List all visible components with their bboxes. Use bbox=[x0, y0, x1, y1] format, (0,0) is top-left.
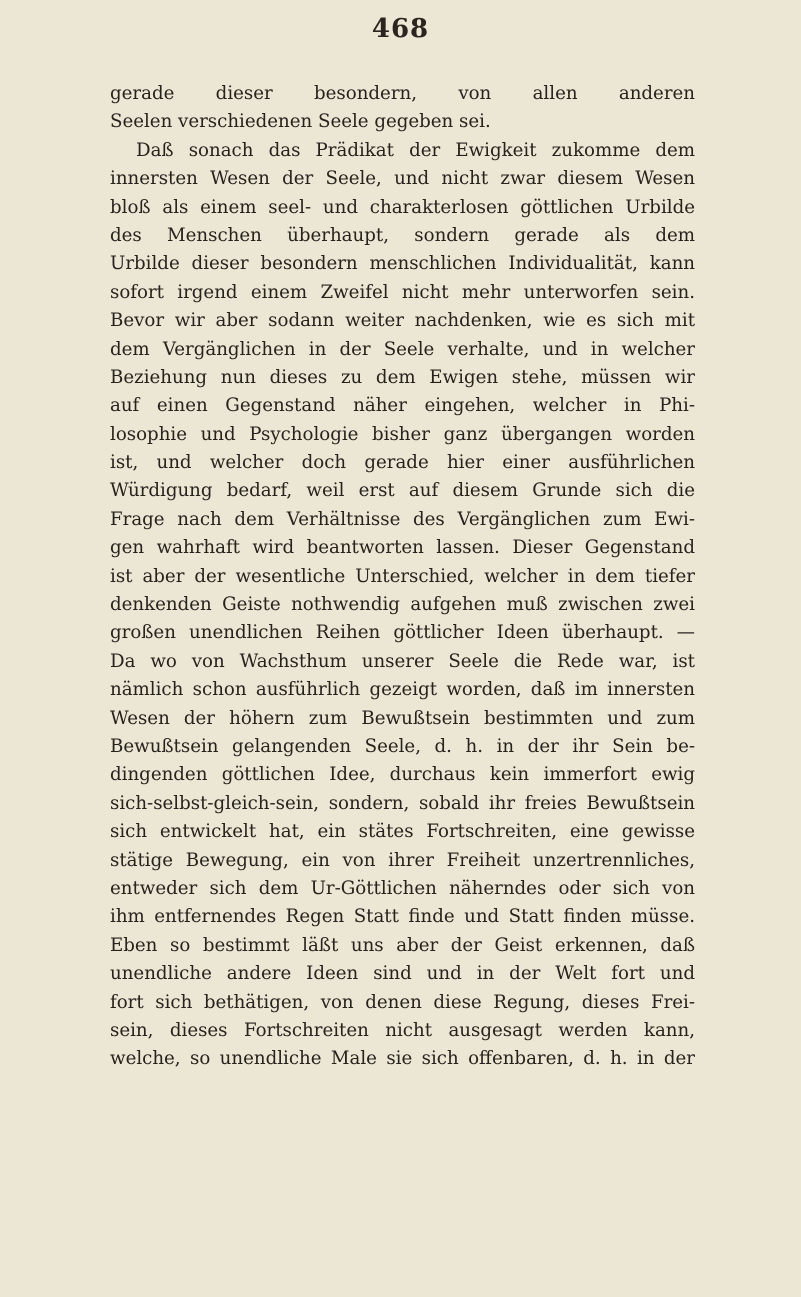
text-line: fort sich bethätigen, von denen diese Regung, dieses Frei- bbox=[110, 991, 695, 1013]
text-line: Würdigung bedarf, weil erst auf diesem Grunde sich die bbox=[110, 480, 695, 502]
text-line: welche, so unendliche Male sie sich offenbaren, d. h. in der bbox=[110, 1048, 695, 1070]
text-line: denkenden Geiste nothwendig aufgehen muß zwischen zwei bbox=[110, 594, 695, 616]
text-line: Wesen der höhern zum Bewußtsein bestimmten und zum bbox=[110, 707, 695, 729]
text-line: Da wo von Wachsthum unserer Seele die Rede war, ist bbox=[110, 650, 695, 672]
text-line: sich entwickelt hat, ein stätes Fortschreiten, eine gewisse bbox=[110, 821, 695, 843]
text-line: sich-selbst-gleich-sein, sondern, sobald ihr freies Bewußtsein bbox=[110, 792, 695, 814]
text-line: losophie und Psychologie bisher ganz übergangen worden bbox=[110, 423, 695, 445]
text-line: gen wahrhaft wird beantworten lassen. Dieser Gegenstand bbox=[110, 537, 695, 559]
text-line: sein, dieses Fortschreiten nicht ausgesagt werden kann, bbox=[110, 1019, 695, 1041]
text-line: Daß sonach das Prädikat der Ewigkeit zukomme dem bbox=[136, 139, 695, 161]
text-line: Seelen verschiedenen Seele gegeben sei. bbox=[110, 111, 491, 133]
text-line: Bevor wir aber sodann weiter nachdenken, wie es sich mit bbox=[110, 310, 695, 332]
text-line: großen unendlichen Reihen göttlicher Ideen überhaupt. — bbox=[110, 622, 695, 644]
text-line: sofort irgend einem Zweifel nicht mehr unterworfen sein. bbox=[110, 281, 695, 303]
text-line: ihm entfernendes Regen Statt finde und Statt finden müsse. bbox=[110, 906, 695, 928]
text-line: nämlich schon ausführlich gezeigt worden, daß im innersten bbox=[110, 679, 695, 701]
text-line: dingenden göttlichen Idee, durchaus kein immerfort ewig bbox=[110, 764, 695, 786]
text-line: stätige Bewegung, ein von ihrer Freiheit unzertrennliches, bbox=[110, 849, 695, 871]
text-line: dem Vergänglichen in der Seele verhalte, und in welcher bbox=[110, 338, 695, 360]
text-line: Urbilde dieser besondern menschlichen Individualität, kann bbox=[110, 253, 695, 275]
text-line: ist aber der wesentliche Unterschied, welcher in dem tiefer bbox=[110, 565, 695, 587]
text-line: innersten Wesen der Seele, und nicht zwar diesem Wesen bbox=[110, 168, 695, 190]
text-line: Eben so bestimmt läßt uns aber der Geist erkennen, daß bbox=[110, 934, 695, 956]
text-line: ist, und welcher doch gerade hier einer ausführlichen bbox=[110, 452, 695, 474]
text-line: Frage nach dem Verhältnisse des Vergänglichen zum Ewi- bbox=[110, 508, 695, 530]
text-line: des Menschen überhaupt, sondern gerade als dem bbox=[110, 224, 695, 246]
text-line: Bewußtsein gelangenden Seele, d. h. in der ihr Sein be- bbox=[110, 735, 695, 757]
text-line: gerade dieser besondern, von allen anderen bbox=[110, 83, 695, 104]
page-number: 468 bbox=[371, 14, 430, 44]
body-text bbox=[110, 80, 695, 1074]
text-line: entweder sich dem Ur-Göttlichen näherndes oder sich von bbox=[110, 877, 695, 899]
text-line: auf einen Gegenstand näher eingehen, welcher in Phi- bbox=[110, 395, 695, 417]
text-line: bloß als einem seel- und charakterlosen göttlichen Urbilde bbox=[110, 196, 695, 218]
text-line: Beziehung nun dieses zu dem Ewigen stehe, müssen wir bbox=[110, 366, 695, 388]
text-line: unendliche andere Ideen sind und in der Welt fort und bbox=[110, 963, 695, 985]
